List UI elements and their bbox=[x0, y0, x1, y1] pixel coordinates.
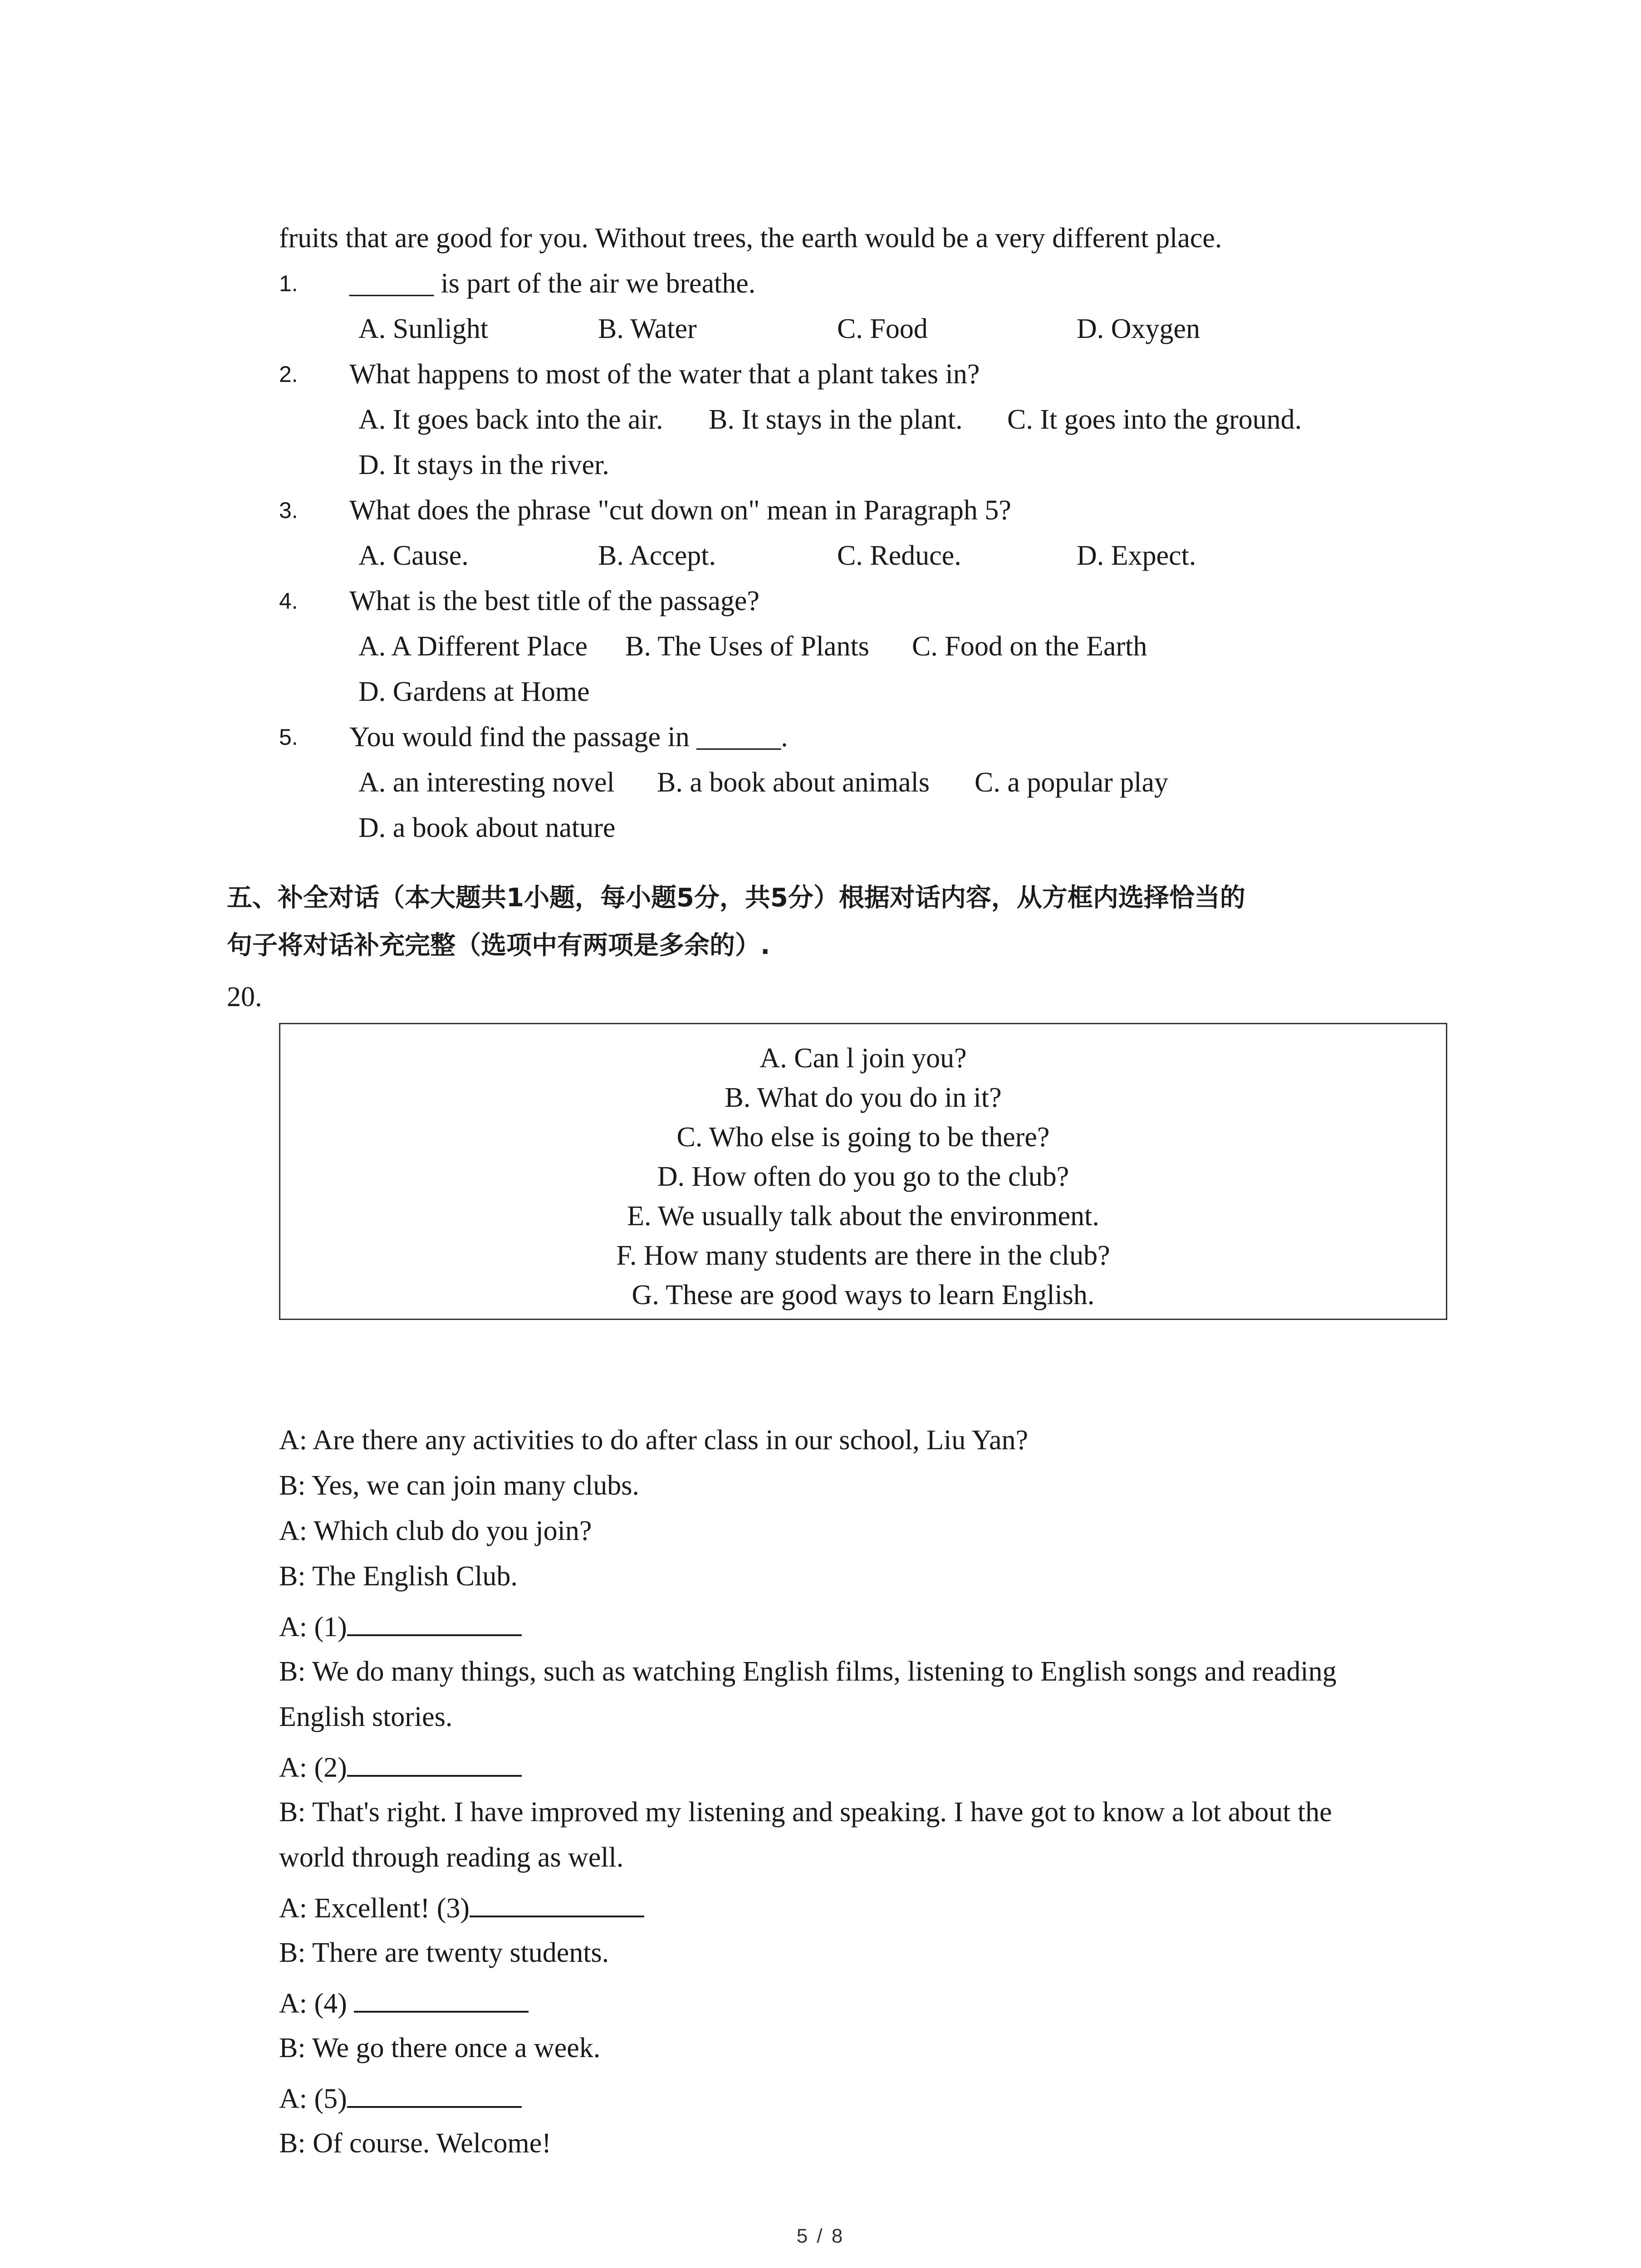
question-number: 1. bbox=[279, 271, 298, 296]
question-text: What happens to most of the water that a plant takes in? bbox=[349, 359, 980, 390]
question-text: What is the best title of the passage? bbox=[349, 586, 759, 616]
box-option: C. Who else is going to be there? bbox=[676, 1122, 1050, 1153]
option: C. It goes into the ground. bbox=[1007, 404, 1302, 435]
answer-blank[interactable] bbox=[470, 1889, 644, 1917]
option: D. Oxygen bbox=[1077, 313, 1200, 344]
option: D. It stays in the river. bbox=[358, 450, 609, 480]
section-heading: 五、补全对话（本大题共1小题，每小题5分，共5分）根据对话内容，从方框内选择恰当的 bbox=[227, 883, 1245, 913]
dialogue-line: B: Yes, we can join many clubs. bbox=[279, 1470, 639, 1501]
box-option: B. What do you do in it? bbox=[725, 1082, 1002, 1113]
option: A. Cause. bbox=[358, 540, 469, 571]
question-number: 3. bbox=[279, 498, 298, 523]
passage-text: fruits that are good for you. Without trees, the earth would be a very different place. bbox=[279, 223, 1222, 254]
option: B. Accept. bbox=[598, 540, 716, 571]
option: B. a book about animals bbox=[657, 767, 930, 798]
option: C. Reduce. bbox=[837, 540, 961, 571]
dialogue-line: A: (5) bbox=[279, 2080, 522, 2117]
option: D. a book about nature bbox=[358, 812, 616, 843]
box-option: E. We usually talk about the environment. bbox=[627, 1201, 1099, 1232]
option: D. Expect. bbox=[1077, 540, 1196, 571]
dialogue-line: world through reading as well. bbox=[279, 1842, 624, 1873]
dialogue-line: B: That's right. I have improved my listening and speaking. I have got to know a lot about the bbox=[279, 1797, 1332, 1828]
option: C. Food on the Earth bbox=[912, 631, 1147, 662]
answer-blank[interactable] bbox=[347, 1749, 522, 1777]
question-number: 4. bbox=[279, 588, 298, 614]
dialogue-line: A: Are there any activities to do after class in our school, Liu Yan? bbox=[279, 1425, 1029, 1456]
page-number: 5 / 8 bbox=[796, 2225, 845, 2247]
option: A. A Different Place bbox=[358, 631, 588, 662]
dialogue-line: B: We do many things, such as watching English films, listening to English songs and reading bbox=[279, 1656, 1337, 1687]
question-number: 2. bbox=[279, 362, 298, 387]
option: D. Gardens at Home bbox=[358, 676, 590, 707]
section-heading: 句子将对话补充完整（选项中有两项是多余的）. bbox=[227, 931, 770, 960]
dialogue-line: B: There are twenty students. bbox=[279, 1937, 609, 1968]
option: A. Sunlight bbox=[358, 313, 488, 344]
dialogue-line: B: Of course. Welcome! bbox=[279, 2128, 551, 2159]
options-box bbox=[279, 1023, 1447, 1320]
option: B. Water bbox=[598, 313, 697, 344]
option: B. It stays in the plant. bbox=[709, 404, 963, 435]
dialogue-line: B: The English Club. bbox=[279, 1561, 518, 1592]
answer-blank[interactable] bbox=[354, 1984, 529, 2013]
dialogue-line: A: Excellent! (3) bbox=[279, 1889, 644, 1926]
box-option: F. How many students are there in the club? bbox=[616, 1240, 1110, 1271]
dialogue-line: A: Which club do you join? bbox=[279, 1515, 592, 1546]
box-option: A. Can l join you? bbox=[759, 1043, 967, 1074]
question-text: ______ is part of the air we breathe. bbox=[349, 268, 756, 299]
question-number: 20. bbox=[227, 982, 262, 1012]
answer-blank[interactable] bbox=[347, 2080, 522, 2108]
answer-blank[interactable] bbox=[347, 1608, 522, 1636]
option: A. an interesting novel bbox=[358, 767, 615, 798]
option: A. It goes back into the air. bbox=[358, 404, 663, 435]
option: B. The Uses of Plants bbox=[625, 631, 869, 662]
question-text: What does the phrase "cut down on" mean in Paragraph 5? bbox=[349, 495, 1011, 526]
option: C. Food bbox=[837, 313, 928, 344]
dialogue-line: English stories. bbox=[279, 1701, 453, 1732]
box-option: D. How often do you go to the club? bbox=[657, 1161, 1069, 1192]
option: C. a popular play bbox=[975, 767, 1169, 798]
box-option: G. These are good ways to learn English. bbox=[632, 1280, 1095, 1310]
dialogue-line: A: (1) bbox=[279, 1608, 522, 1645]
dialogue-line: A: (2) bbox=[279, 1749, 522, 1786]
dialogue-line: B: We go there once a week. bbox=[279, 2033, 601, 2063]
question-text: You would find the passage in ______. bbox=[349, 722, 788, 753]
question-number: 5. bbox=[279, 724, 298, 750]
dialogue-line: A: (4) bbox=[279, 1984, 529, 2022]
